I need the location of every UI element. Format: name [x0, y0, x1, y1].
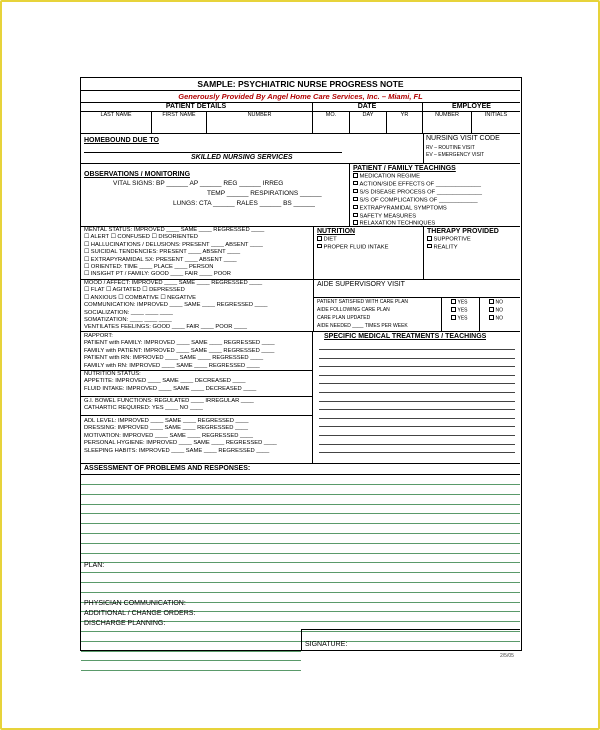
assessment-line[interactable]	[81, 504, 520, 505]
list-item: MOOD / AFFECT: IMPROVED ____ SAME ____ REGRESSED ____	[84, 280, 263, 286]
checkbox[interactable]	[317, 236, 322, 241]
first-name-label: FIRST NAME	[162, 112, 196, 118]
checkbox[interactable]	[353, 197, 358, 202]
adl-list	[84, 418, 312, 455]
list-item: REALITY	[427, 244, 517, 252]
list-item: S/S DISEASE PROCESS OF ______________	[353, 189, 519, 197]
orders-label: ADDITIONAL / CHANGE ORDERS:	[84, 610, 196, 617]
list-item: FLUID INTAKE: IMPROVED ____ SAME ____ DECREASED ____	[84, 385, 257, 392]
checkbox[interactable]	[353, 181, 358, 186]
mental-status-list	[84, 227, 314, 279]
day-label: DAY	[362, 112, 374, 118]
checkbox[interactable]	[353, 220, 358, 225]
initials-label: INITIALS	[484, 112, 508, 118]
list-item: COMMUNICATION: IMPROVED ____ SAME ____ REGRESSED ____	[84, 302, 268, 309]
aide-row-label: CARE PLAN UPDATED	[317, 315, 371, 321]
list-item: ☐ INSIGHT PT / FAMILY: GOOD ____ FAIR ____ POOR	[84, 271, 231, 278]
checkbox[interactable]	[427, 244, 432, 249]
nutrition-label: NUTRITION	[317, 228, 356, 235]
nutrition-status-list	[84, 371, 312, 393]
visit-code-label: NURSING VISIT CODE	[426, 135, 500, 142]
aide-row-label: AIDE FOLLOWING CARE PLAN	[317, 307, 390, 313]
form-title: SAMPLE: PSYCHIATRIC NURSE PROGRESS NOTE	[197, 79, 404, 89]
list-item: MEDICATION REGIME	[353, 173, 519, 181]
aide-no-option[interactable]: NO	[489, 299, 503, 306]
list-item: CATHARTIC REQUIRED: YES ____ NO ____	[84, 405, 203, 412]
homebound-value: SKILLED NURSING SERVICES	[191, 154, 293, 161]
visit-code-ev: EV – EMERGENCY VISIT	[426, 152, 485, 158]
list-item: PATIENT with FAMILY: IMPROVED ____ SAME ____ REGRESSED ____	[84, 340, 275, 347]
list-item: MOTIVATION: IMPROVED ____ SAME ____ REGRESSED ____	[84, 432, 253, 439]
rapport-list	[84, 333, 312, 370]
treatment-line[interactable]	[319, 418, 515, 419]
aide-yes-option[interactable]: YES	[451, 315, 468, 322]
list-item: SAFETY MEASURES	[353, 213, 519, 221]
temp-line: TEMP ______ RESPIRATIONS ______	[207, 190, 322, 197]
employee-number-label: NUMBER	[435, 112, 459, 118]
assessment-line[interactable]	[81, 484, 520, 485]
mo-label: MO.	[325, 112, 337, 118]
assessment-line[interactable]	[81, 592, 520, 593]
list-item: PROPER FLUID INTAKE	[317, 244, 417, 252]
list-item: SOCIALIZATION: ____ ____ ____	[84, 309, 173, 316]
list-item: SUPPORTIVE	[427, 236, 517, 244]
physician-comm-label: PHYSICIAN COMMUNICATION:	[84, 600, 186, 607]
teachings-label: PATIENT / FAMILY TEACHINGS	[353, 165, 456, 172]
list-item: ☐ HALLUCINATIONS / DELUSIONS: PRESENT ____ ABSENT ____	[84, 241, 263, 248]
aide-yes-option[interactable]: YES	[451, 299, 468, 306]
form-subtitle: Generously Provided By Angel Home Care Services, Inc. – Miami, FL	[178, 92, 423, 101]
list-item: RELAXATION TECHNIQUES	[353, 220, 519, 228]
assessment-line[interactable]	[81, 660, 301, 661]
list-item: ☐ SUICIDAL TENDENCIES: PRESENT ____ ABSENT ____	[84, 249, 241, 256]
gi-list	[84, 398, 312, 413]
checkbox[interactable]	[317, 244, 322, 249]
list-item: DRESSING: IMPROVED ____ SAME ____ REGRESSED ____	[84, 425, 248, 432]
treatment-line[interactable]	[319, 349, 515, 350]
assessment-label: ASSESSMENT OF PROBLEMS AND RESPONSES:	[84, 465, 251, 472]
aide-no-option[interactable]: NO	[489, 315, 503, 322]
treatment-line[interactable]	[319, 444, 515, 445]
treatment-line[interactable]	[319, 426, 515, 427]
list-item: G.I. BOWEL FUNCTIONS: REGULATED ____ IRREGULAR ____	[84, 398, 254, 404]
aide-yes-option[interactable]: YES	[451, 307, 468, 314]
plan-label: PLAN:	[84, 562, 105, 569]
list-item: VENTILATES FEELINGS: GOOD ____ FAIR ____ POOR ____	[84, 324, 247, 331]
list-item: MENTAL STATUS: IMPROVED ____ SAME ____ REGRESSED ____	[84, 227, 265, 233]
list-item: SOMATIZATION: ____ ____ ____	[84, 317, 172, 324]
checkbox[interactable]	[427, 236, 432, 241]
assessment-line[interactable]	[81, 553, 520, 554]
treatment-line[interactable]	[319, 435, 515, 436]
list-item: DIET	[317, 236, 417, 244]
assessment-line[interactable]	[81, 513, 520, 514]
therapy-list	[427, 236, 517, 252]
treatment-line[interactable]	[319, 452, 515, 453]
assessment-line[interactable]	[81, 582, 520, 583]
list-item: NUTRITION STATUS:	[84, 371, 141, 377]
list-item: ADL LEVEL: IMPROVED ____ SAME ____ REGRESSED ____	[84, 418, 249, 424]
treatments-label: SPECIFIC MEDICAL TREATMENTS / TEACHINGS	[324, 333, 487, 340]
treatment-line[interactable]	[319, 375, 515, 376]
form-revision-date: 2/5/05	[500, 653, 514, 659]
list-item: ACTION/SIDE EFFECTS OF ______________	[353, 181, 519, 189]
teachings-list	[353, 173, 519, 228]
list-item: PERSONAL HYGIENE: IMPROVED ____ SAME ____ REGRESSED ____	[84, 440, 277, 447]
list-item: ☐ ALERT ☐ CONFUSED ☐ DISORIENTED	[84, 234, 198, 241]
employee-header: EMPLOYEE	[452, 103, 491, 110]
list-item: ☐ FLAT ☐ AGITATED ☐ DEPRESSED	[84, 287, 185, 294]
observations-label: OBSERVATIONS / MONITORING	[84, 171, 191, 178]
treatment-line[interactable]	[319, 392, 515, 393]
treatment-line[interactable]	[319, 409, 515, 410]
list-item: S/S OF COMPLICATIONS OF ____________	[353, 197, 519, 205]
treatment-line[interactable]	[319, 366, 515, 367]
treatment-line[interactable]	[319, 358, 515, 359]
assessment-line[interactable]	[81, 572, 520, 573]
vital-signs-line: VITAL SIGNS: BP ______ AP ______ REG ______ IRREG	[113, 180, 284, 187]
discharge-label: DISCHARGE PLANNING:	[84, 620, 166, 627]
checkbox[interactable]	[353, 213, 358, 218]
aide-row-label: PATIENT SATISFIED WITH CARE PLAN	[317, 299, 409, 305]
progress-note-form	[80, 77, 522, 651]
homebound-label: HOMEBOUND DUE TO	[84, 137, 159, 144]
last-name-label: LAST NAME	[100, 112, 132, 118]
list-item: FAMILY with PATIENT: IMPROVED ____ SAME ____ REGRESSED ____	[84, 347, 275, 354]
lungs-line-text: LUNGS: CTA ______ RALES ______ BS ______	[173, 200, 316, 207]
checkbox[interactable]	[353, 173, 358, 178]
assessment-line[interactable]	[81, 670, 301, 671]
yr-label: YR	[400, 112, 409, 118]
aide-no-option[interactable]: NO	[489, 307, 503, 314]
list-item: ☐ EXTRAPYRAMIDAL SX: PRESENT ____ ABSENT ____	[84, 256, 237, 263]
assessment-line[interactable]	[81, 533, 520, 534]
visit-code-rv: RV – ROUTINE VISIT	[426, 145, 475, 151]
date-header: DATE	[357, 103, 377, 110]
nutrition-list	[317, 236, 417, 252]
checkbox[interactable]	[353, 189, 358, 194]
treatment-line[interactable]	[319, 401, 515, 402]
list-item: SLEEPING HABITS: IMPROVED ____ SAME ____ REGRESSED ____	[84, 447, 270, 454]
number-label: NUMBER	[247, 112, 272, 118]
mood-list	[84, 280, 314, 332]
aide-row-label: AIDE NEEDED ____ TIMES PER WEEK	[317, 323, 408, 329]
checkbox[interactable]	[353, 205, 358, 210]
list-item: EXTRAPYRAMIDAL SYMPTOMS	[353, 205, 519, 213]
assessment-line[interactable]	[81, 494, 520, 495]
assessment-line[interactable]	[81, 562, 520, 563]
list-item: RAPPORT:	[84, 333, 113, 339]
aide-visit-label: AIDE SUPERVISORY VISIT	[317, 281, 405, 288]
assessment-line[interactable]	[81, 543, 520, 544]
patient-details-header: PATIENT DETAILS	[165, 103, 227, 110]
list-item: ☐ ORIENTED: TIME ____ PLACE ____ PERSON	[84, 264, 214, 271]
list-item: PATIENT with RN: IMPROVED ____ SAME ____ REGRESSED ____	[84, 355, 264, 362]
signature-label: SIGNATURE:	[305, 641, 348, 648]
therapy-label: THERAPY PROVIDED	[427, 228, 499, 235]
assessment-line[interactable]	[81, 523, 520, 524]
treatment-line[interactable]	[319, 383, 515, 384]
assessment-line[interactable]	[81, 651, 301, 652]
list-item: APPETITE: IMPROVED ____ SAME ____ DECREASED ____	[84, 378, 246, 385]
list-item: FAMILY with RN: IMPROVED ____ SAME ____ REGRESSED ____	[84, 362, 260, 369]
list-item: ☐ ANXIOUS ☐ COMBATIVE ☐ NEGATIVE	[84, 294, 197, 301]
